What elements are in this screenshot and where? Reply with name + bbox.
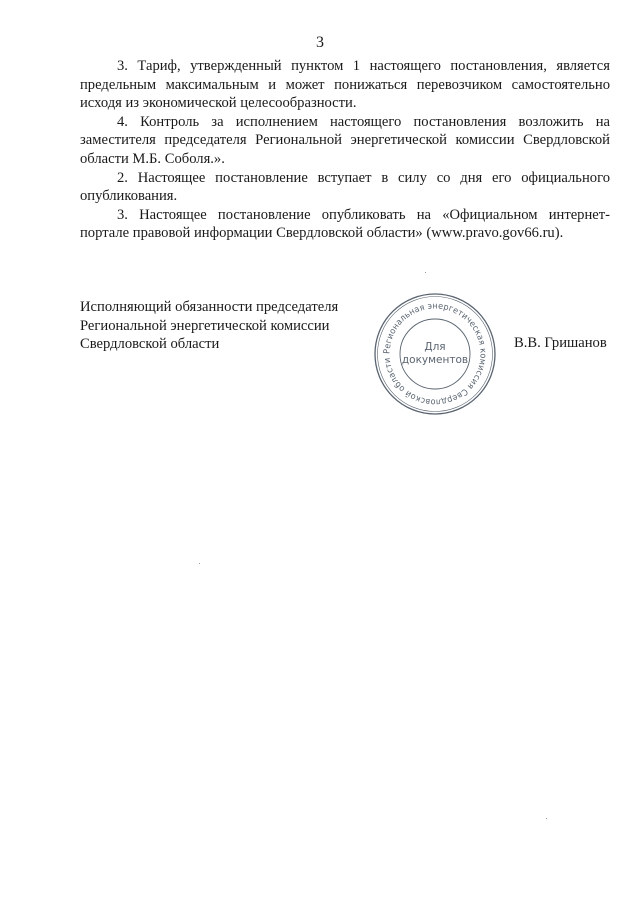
signatory-name: В.В. Гришанов bbox=[514, 335, 607, 351]
scan-speck bbox=[199, 563, 200, 564]
paragraph-tariff: 3. Тариф, утвержденный пунктом 1 настоящего постановления, является предельным максимальным и может понижаться перевозчиком самостоятельно исходя из экономической целесообразности. bbox=[80, 58, 610, 112]
scan-speck bbox=[546, 818, 547, 819]
signatory-title-line: Свердловской области bbox=[80, 336, 220, 353]
signatory-title-line: Исполняющий обязанности председателя bbox=[80, 299, 339, 315]
official-seal-stamp bbox=[372, 291, 498, 417]
seal-center-text: Для bbox=[424, 341, 446, 353]
signatory-title bbox=[80, 298, 370, 354]
scan-speck bbox=[425, 272, 426, 273]
paragraph-effective-date: 2. Настоящее постановление вступает в силу со дня его официального опубликования. bbox=[80, 169, 610, 205]
seal-center-text: документов bbox=[401, 354, 469, 366]
page-number: 3 bbox=[316, 34, 324, 51]
paragraph-control: 4. Контроль за исполнением настоящего постановления возложить на заместителя председателя Региональной энергетической комиссии Свердловской области М.Б. Соболя.». bbox=[80, 113, 610, 167]
document-body bbox=[80, 57, 610, 243]
signatory-title-line: Региональной энергетической комиссии bbox=[80, 317, 330, 334]
seal-ring-text: Региональная энергетическая комиссия Свердловской области bbox=[382, 301, 488, 407]
paragraph-publication: 3. Настоящее постановление опубликовать на «Официальном интернет-портале правовой информации Свердловской области» (www.pravo.gov66.ru). bbox=[80, 206, 610, 242]
